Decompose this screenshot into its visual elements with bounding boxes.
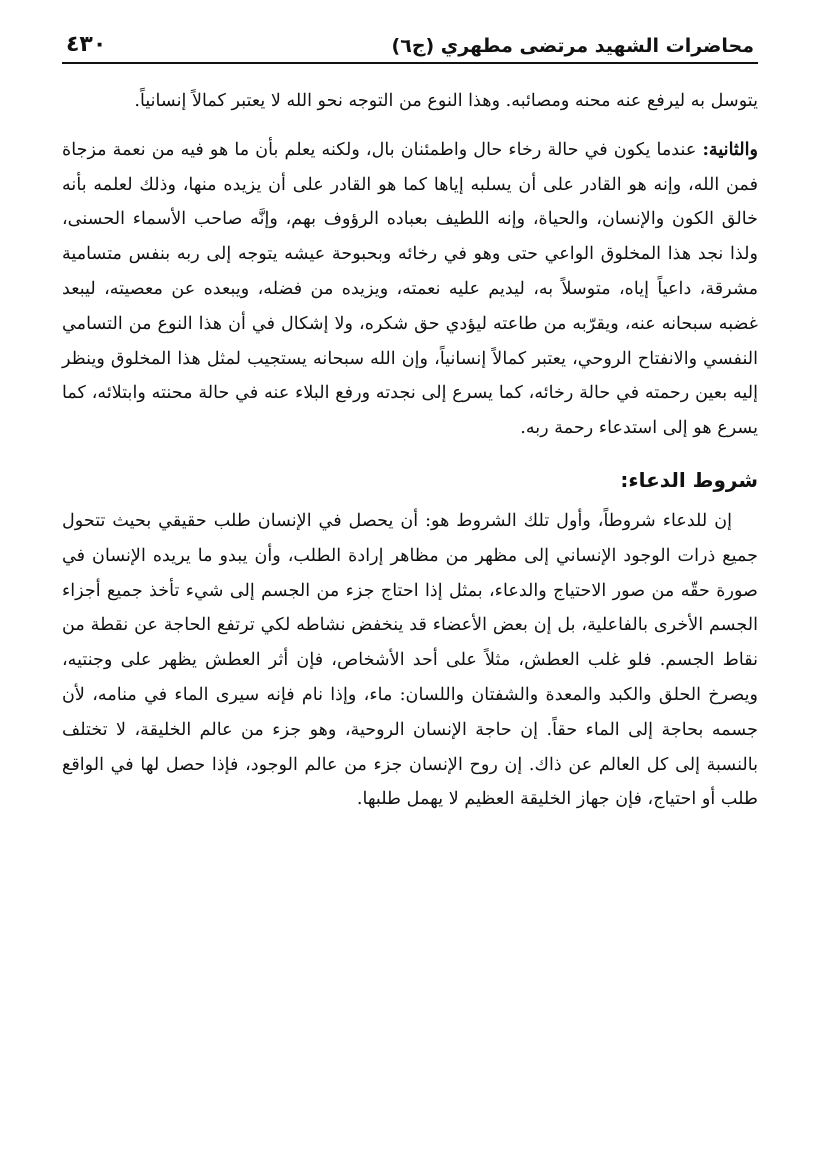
paragraph-1: يتوسل به ليرفع عنه محنه ومصائبه. وهذا النوع من التوجه نحو الله لا يعتبر كمالاً إنسانياً. — [134, 91, 758, 111]
section-heading: شروط الدعاء: — [620, 467, 758, 492]
paragraph-2 — [62, 133, 758, 446]
paragraph-2-text: عندما يكون في حالة رخاء حال واطمئنان بال، ولكنه يعلم بأن ما هو فيه من نعمة مزجاة فمن الله، وإنه هو القادر على أن يسلبه إياها كما هو القادر على أن يزيده منها، وذلك لعلمه بأنه خالق الكون والإنسان، والحياة، وإنه اللطيف بعباده الرؤوف بهم، وإنَّه صاحب الأسماء الحسنى، ولذا نجد هذا المخلوق الواعي حتى وهو في رخائه وبحبوحة عيشه يتوجه إلى ربه بنفس متسامية مشرقة، داعياً إياه، متوسلاً به، ليديم عليه نعمته، ويزيده من فضله، ويبعده عن معصيته، ليبعد غضبه سبحانه عنه، ويقرّبه من طاعته ليؤدي حق شكره، ولا إشكال في أن هذا النوع من التسامي النفسي والانفتاح الروحي، يعتبر كمالاً إنسانياً، وإن الله سبحانه يستجيب لمثل هذا المخلوق وينظر إليه بعين رحمته في حالة رخائه، كما يسرع إلى نجدته ورفع البلاء عنه في حالة محنته وابتلائه، كما يسرع هو إلى استدعاء رحمة ربه. — [62, 139, 758, 439]
page-body — [62, 84, 758, 817]
book-page — [62, 24, 758, 817]
paragraph-2-lead: والثانية: — [702, 138, 758, 160]
paragraph-3: إن للدعاء شروطاً، وأول تلك الشروط هو: أن يحصل في الإنسان طلب حقيقي بحيث تتحول جميع ذرات الوجود الإنساني إلى مظهر من مظاهر إرادة الطلب، وأن يبدو ما يريده الإنسان في صورة حقّه من صور الاحتياج والدعاء، بمثل إذا احتاج جزء من الجسم إلى شيء تأخذ جميع أجزاء الجسم الأخرى بالفاعلية، بل إن بعض الأعضاء قد ينخفض نشاطه لكي ترتفع الحاجة عن نقطة من نقاط الجسم. فلو غلب العطش، مثلاً على أحد الأشخاص، فإن أثر العطش يظهر على وجنتيه، ويصرخ الحلق والكبد والمعدة والشفتان واللسان: ماء، وإذا نام فإنه سيرى الماء في منامه، لأن جسمه بحاجة إلى الماء حقاً. إن حاجة الإنسان الروحية، وهو جزء من عالم الخليقة، لا تختلف بالنسبة إلى كل العالم عن ذاك. إن روح الإنسان جزء من عالم الوجود، فإذا حصل لها في الواقع طلب أو احتياج، فإن جهاز الخليقة العظيم لا يهمل طلبها. — [62, 510, 758, 810]
page-header — [62, 24, 758, 64]
running-title: محاضرات الشهيد مرتضى مطهري (ج٦) — [391, 35, 754, 58]
page-number: ٤٣٠ — [66, 31, 107, 57]
